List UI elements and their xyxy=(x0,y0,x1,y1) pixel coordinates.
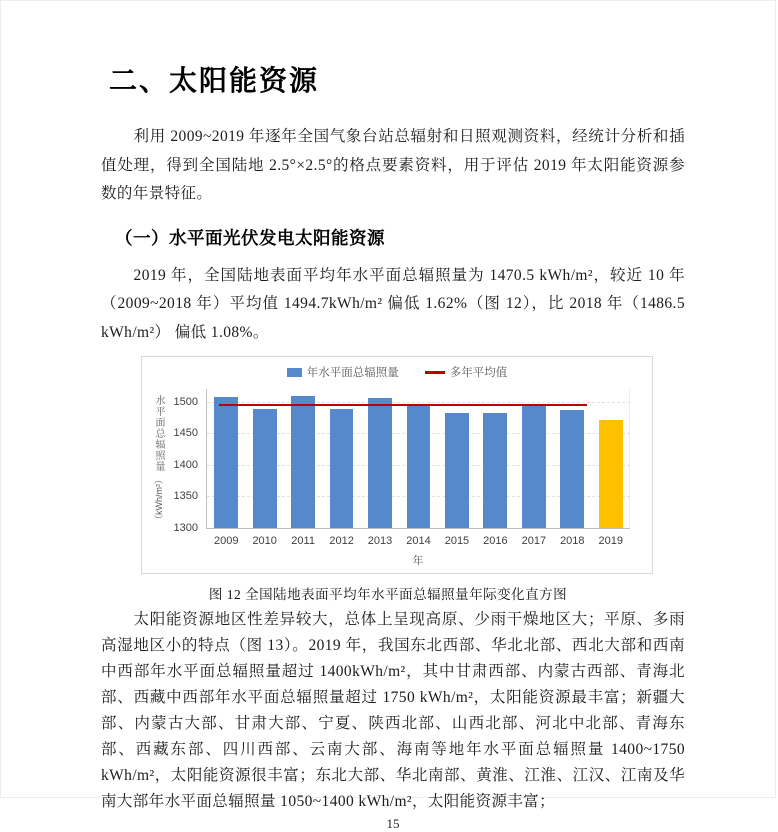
bar-2011 xyxy=(291,396,315,528)
bar-2010 xyxy=(253,409,277,528)
bar-2017 xyxy=(522,405,546,528)
section-title: 二、太阳能资源 xyxy=(109,65,320,96)
x-tick-2014: 2014 xyxy=(406,535,431,547)
x-tick-2017: 2017 xyxy=(521,535,547,547)
mean-line xyxy=(219,404,587,406)
plot-right-edge xyxy=(629,389,630,528)
plot-area xyxy=(173,389,630,547)
legend-item-mean xyxy=(425,364,508,380)
regional-distribution-paragraph: 太阳能资源地区性差异较大，总体上呈现高原、少雨干燥地区大；平原、多雨高湿地区小的特点（图 13）。2019 年，我国东北西部、华北北部、西北大部和西南中西部年水平面总辐照量超过 1400kWh/m²，其中甘肃西部、内蒙古西部、青海北部、西藏中西部年水平面总辐照量超过 1750 kWh/m²，太阳能资源最丰富；新疆大部、内蒙古大部、甘肃大部、宁夏、陕西北部、山西北部、河北中北部、青海东部、西藏东部、四川西部、云南大部、海南等地年水平面总辐照量 1400~1750 kWh/m²，太阳能资源很丰富；东北大部、华北南部、黄淮、江淮、江汉、江南及华南大部年水平面总辐照量 1050~1400 kWh/m²，太阳能资源丰富； xyxy=(101,611,685,810)
figure-caption: 图 12 全国陆地表面平均年水平面总辐照量年际变化直方图 xyxy=(208,587,568,602)
x-tick-2011: 2011 xyxy=(291,535,315,547)
bar-2015 xyxy=(445,413,469,528)
chart-legend xyxy=(142,364,652,380)
irradiance-summary-paragraph: 2019 年，全国陆地表面平均年水平面总辐照量为 1470.5 kWh/m²，较近 10 年（2009~2018 年）平均值 1494.7kWh/m² 偏低 1.62%（图 12），比 2018 年（1486.5 kWh/m²） 偏低 1.08%。 xyxy=(101,266,685,341)
legend-item-bars xyxy=(287,364,399,380)
bar-2019 xyxy=(599,420,623,528)
page-content xyxy=(101,1,685,832)
y-axis-title-text: 水平面总辐照量 xyxy=(153,394,164,472)
figure-12-chart xyxy=(141,356,653,574)
y-axis-title xyxy=(151,389,166,529)
legend-label: 年水平面总辐照量 xyxy=(306,367,399,379)
x-tick-2012: 2012 xyxy=(329,535,354,547)
x-tick-2016: 2016 xyxy=(483,535,508,547)
y-tick-1300: 1300 xyxy=(173,522,198,534)
bar-2009 xyxy=(214,397,238,528)
x-tick-2019: 2019 xyxy=(598,535,623,547)
page-number: 15 xyxy=(386,816,400,831)
bar-2014 xyxy=(407,405,431,528)
legend-label: 多年平均值 xyxy=(449,367,508,379)
mean-line-legend-swatch xyxy=(425,371,445,374)
x-axis-title: 年 xyxy=(412,555,424,567)
y-axis-title-unit: （kWh/m²） xyxy=(154,474,164,524)
bar-2012 xyxy=(330,409,354,528)
y-tick-1450: 1450 xyxy=(173,427,198,440)
x-tick-2009: 2009 xyxy=(213,535,239,547)
y-tick-1500: 1500 xyxy=(173,395,198,408)
bar-2013 xyxy=(368,398,392,528)
y-tick-1400: 1400 xyxy=(173,458,198,471)
x-tick-2013: 2013 xyxy=(367,535,393,547)
bar-legend-swatch xyxy=(287,368,302,377)
bar-2018 xyxy=(560,410,584,528)
bar-2016 xyxy=(483,413,507,528)
x-tick-2015: 2015 xyxy=(444,535,470,547)
y-tick-1350: 1350 xyxy=(173,490,198,503)
subsection-heading: （一）水平面光伏发电太阳能资源 xyxy=(115,227,385,248)
x-tick-2018: 2018 xyxy=(560,535,585,547)
gridline-1500 xyxy=(207,402,630,403)
x-tick-2010: 2010 xyxy=(252,535,277,547)
intro-paragraph: 利用 2009~2019 年逐年全国气象台站总辐射和日照观测资料，经统计分析和插值处理，得到全国陆地 2.5°×2.5°的格点要素资料，用于评估 2019 年太阳能资源参数的年景特征。 xyxy=(101,128,685,202)
